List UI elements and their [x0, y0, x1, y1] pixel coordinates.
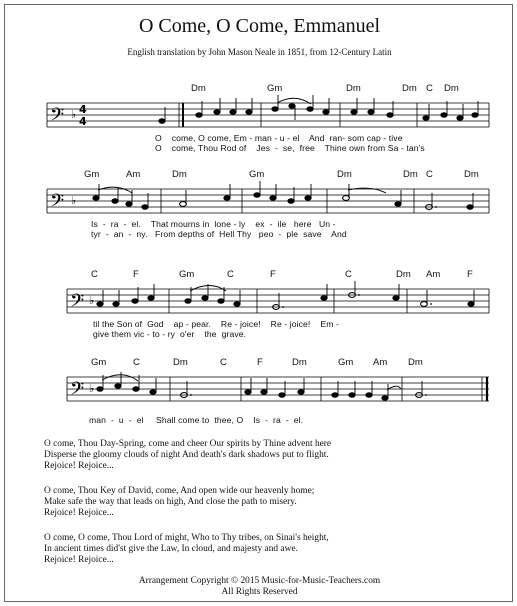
- verse-line: Rejoice! Rejoice...: [44, 461, 114, 471]
- song-title: O Come, O Come, Emmanuel: [138, 15, 381, 37]
- svg-text:♭: ♭: [89, 294, 95, 307]
- chord-symbol: Dm: [402, 83, 417, 94]
- lyric-line-verse-2: tyr - an - ny. From depths of Hell Thy peo - ple save And: [91, 229, 347, 239]
- chord-symbol: C: [91, 269, 98, 280]
- additional-verses: [44, 439, 484, 580]
- staff-system-4: [5, 355, 514, 435]
- lyric-line-verse-1: O come, O come, Em - man - u - el And ran- som cap - tive: [155, 133, 403, 143]
- bass-clef-icon: 𝄢: [70, 379, 85, 404]
- chord-symbol: Gm: [179, 269, 195, 280]
- chord-symbol: Am: [126, 169, 141, 180]
- chord-symbol: Am: [373, 357, 388, 368]
- verse-line: O come, Thou Day-Spring, come and cheer Our spirits by Thine advent here: [44, 439, 332, 449]
- chord-symbol: F: [467, 269, 473, 280]
- lyric-line-verse-2: O come, Thou Rod of Jes - se, free Thine own from Sa - tan's: [155, 143, 425, 153]
- chord-symbol: Gm: [249, 169, 265, 180]
- time-signature-bottom: 4: [79, 115, 87, 128]
- chord-symbol: Dm: [337, 169, 352, 180]
- chord-symbol: Dm: [191, 83, 206, 94]
- chord-symbol: Dm: [173, 357, 188, 368]
- chord-symbol: F: [133, 269, 139, 280]
- chord-symbol: Dm: [172, 169, 187, 180]
- chord-symbol: C: [426, 169, 433, 180]
- lyric-line-verse-1: til the Son of God ap - pear. Re - joice! Re - joice! Em -: [93, 319, 339, 329]
- chord-symbol: Gm: [91, 357, 107, 368]
- staff-system-2: [5, 167, 514, 247]
- chord-symbol: Am: [426, 269, 441, 280]
- verse-line: Disperse the gloomy clouds of night And death's dark shadows put to flight.: [44, 450, 329, 460]
- svg-text:♭: ♭: [89, 382, 95, 395]
- rights-line: All Rights Reserved: [221, 587, 298, 597]
- verse-line: O come, O come, Thou Lord of might, Who to Thy tribes, on Sinai's height,: [44, 533, 329, 543]
- verse-block: [44, 486, 484, 519]
- chord-symbol: C: [220, 357, 227, 368]
- chord-symbol: F: [257, 357, 263, 368]
- svg-text:♭: ♭: [71, 194, 77, 207]
- sheet-music-page: [4, 4, 513, 602]
- chord-symbol: C: [133, 357, 140, 368]
- bass-clef-icon: 𝄢: [70, 291, 85, 316]
- bass-clef-icon: 𝄢: [50, 105, 65, 130]
- staff-system-1: [5, 81, 514, 161]
- copyright-notice: [5, 576, 514, 598]
- copyright-line: Arrangement Copyright © 2015 Music-for-Music-Teachers.com: [138, 576, 381, 586]
- lyric-line-verse-2: give them vic - to - ry o'er the grave.: [93, 329, 247, 339]
- chord-symbol: Gm: [84, 169, 100, 180]
- chord-symbol: F: [270, 269, 276, 280]
- chord-symbol: Dm: [346, 83, 361, 94]
- chord-symbol: Dm: [444, 83, 459, 94]
- time-signature-top: 4: [79, 103, 87, 116]
- verse-line: Rejoice! Rejoice...: [44, 555, 114, 565]
- chord-symbol: Dm: [464, 169, 479, 180]
- chord-symbol: Dm: [403, 169, 418, 180]
- music-staff: [5, 365, 514, 415]
- svg-text:♭: ♭: [71, 108, 77, 121]
- bass-clef-icon: 𝄢: [50, 191, 65, 216]
- staff-system-3: [5, 267, 514, 347]
- verse-block: [44, 533, 484, 566]
- chord-symbol: C: [345, 269, 352, 280]
- song-subtitle: English translation by John Mason Neale in 1851, from 12-Century Latin: [127, 47, 392, 57]
- verse-line: In ancient times did'st give the Law, In cloud, and majesty and awe.: [44, 544, 298, 554]
- chord-symbol: C: [227, 269, 234, 280]
- lyric-line-verse-1: man - u - el Shall come to thee, O Is - ra - el.: [89, 415, 304, 425]
- lyric-line-verse-1: Is - ra - el. That mourns in lone - ly ex - ile here Un -: [91, 219, 336, 229]
- verse-line: Make safe the way that leads on high, And close the path to misery.: [44, 497, 297, 507]
- chord-symbol: C: [426, 83, 433, 94]
- chord-symbol: Gm: [338, 357, 354, 368]
- chord-symbol: Dm: [396, 269, 411, 280]
- verse-block: [44, 439, 484, 472]
- chord-symbol: Dm: [408, 357, 423, 368]
- chord-symbol: Dm: [292, 357, 307, 368]
- chord-symbol: Gm: [267, 83, 283, 94]
- verse-line: O come, Thou Key of David, come, And open wide our heavenly home;: [44, 486, 315, 496]
- verse-line: Rejoice! Rejoice...: [44, 508, 114, 518]
